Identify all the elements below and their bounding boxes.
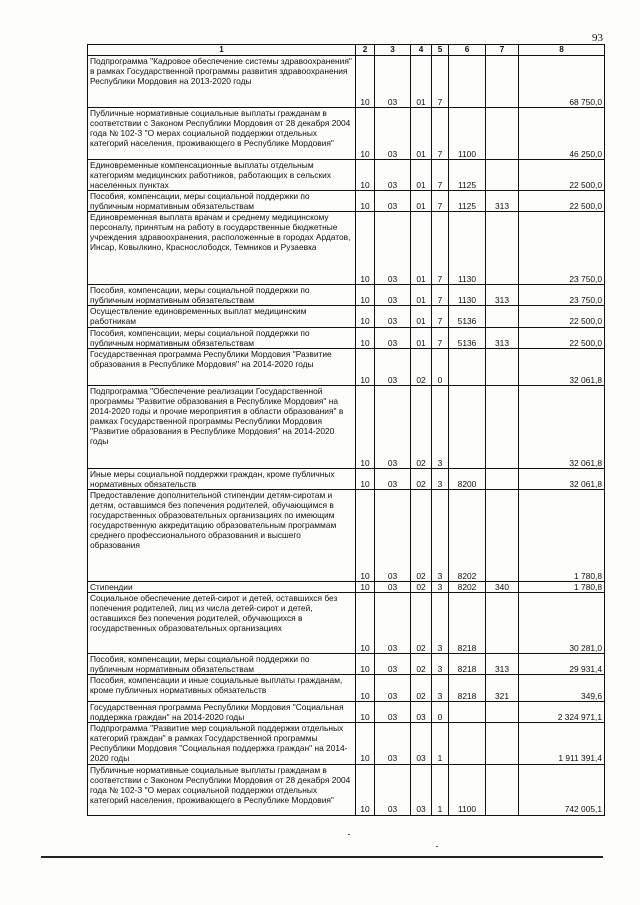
budget-table — [87, 44, 605, 816]
row-code-cell-2: 10 — [356, 159, 375, 190]
row-code-cell-6: 1125 — [449, 191, 486, 212]
row-code-cell-5: 1 — [432, 723, 449, 764]
table-row — [88, 702, 605, 723]
row-code-cell-2: 10 — [356, 764, 375, 815]
row-code-cell-8: 32 061,8 — [519, 385, 605, 468]
row-code-cell-2: 10 — [356, 702, 375, 723]
row-code-cell-2: 10 — [356, 385, 375, 468]
row-code-cell-6: 8218 — [449, 653, 486, 674]
row-code-cell-5: 3 — [432, 581, 449, 592]
table-row — [88, 55, 605, 107]
row-name-cell: Подпрограмма "Развитие мер социальной поддержки отдельных категорий граждан" в рамках Государственной программы Республики Мордовия "Социальная поддержка граждан" на 2014-2020 годы — [88, 723, 356, 764]
row-code-cell-3: 03 — [375, 489, 411, 581]
row-code-cell-5: 7 — [432, 107, 449, 159]
row-code-cell-4: 02 — [411, 468, 432, 489]
row-name-cell: Иные меры социальной поддержки граждан, кроме публичных нормативных обязательств — [88, 468, 356, 489]
row-code-cell-7: 313 — [486, 191, 519, 212]
row-code-cell-2: 10 — [356, 581, 375, 592]
row-name-cell: Государственная программа Республики Мордовия "Развитие образования в Республике Мордовия" на 2014-2020 годы — [88, 348, 356, 385]
header-cell-6: 6 — [449, 45, 486, 56]
table-row — [88, 191, 605, 212]
table-row — [88, 385, 605, 468]
row-code-cell-3: 03 — [375, 675, 411, 702]
table-row — [88, 592, 605, 653]
table-row — [88, 468, 605, 489]
row-name-cell: Публичные нормативные социальные выплаты гражданам в соответствии с Законом Республики Мордовия от 28 декабря 2004 года № 102-З "О мерах социальной поддержки отдельных категорий населения, проживающего в Республике Мордовия" — [88, 107, 356, 159]
row-code-cell-2: 10 — [356, 212, 375, 285]
table-row — [88, 327, 605, 348]
row-code-cell-8: 22 500,0 — [519, 191, 605, 212]
row-code-cell-6: 1130 — [449, 212, 486, 285]
row-code-cell-4: 02 — [411, 675, 432, 702]
row-code-cell-6 — [449, 723, 486, 764]
row-code-cell-4: 02 — [411, 653, 432, 674]
row-name-cell: Предоставление дополнительной стипендии детям-сиротам и детям, оставшимся без попечения родителей, обучающимся в государственных образовательных организациях по имеющим государственную аккредитацию образовательным программам среднего профессионального образования и высшего образования — [88, 489, 356, 581]
row-name-cell: Осуществление единовременных выплат медицинским работникам — [88, 306, 356, 327]
row-code-cell-6: 1125 — [449, 159, 486, 190]
row-code-cell-8: 349,6 — [519, 675, 605, 702]
row-code-cell-8: 1 780,8 — [519, 489, 605, 581]
header-cell-4: 4 — [411, 45, 432, 56]
row-code-cell-2: 10 — [356, 653, 375, 674]
row-code-cell-5: 3 — [432, 385, 449, 468]
row-code-cell-2: 10 — [356, 723, 375, 764]
row-code-cell-3: 03 — [375, 764, 411, 815]
row-code-cell-2: 10 — [356, 468, 375, 489]
row-code-cell-3: 03 — [375, 159, 411, 190]
row-code-cell-4: 02 — [411, 489, 432, 581]
header-cell-7: 7 — [486, 45, 519, 56]
row-code-cell-3: 03 — [375, 592, 411, 653]
row-code-cell-7 — [486, 306, 519, 327]
row-code-cell-7: 313 — [486, 285, 519, 306]
row-code-cell-6: 8202 — [449, 489, 486, 581]
row-code-cell-7 — [486, 385, 519, 468]
row-code-cell-4: 01 — [411, 107, 432, 159]
row-code-cell-6: 8202 — [449, 581, 486, 592]
row-code-cell-6: 5136 — [449, 327, 486, 348]
row-name-cell: Публичные нормативные социальные выплаты гражданам в соответствии с Законом Республики Мордовия от 28 декабря 2004 года № 102-З "О мерах социальной поддержки отдельных категорий населения, проживающего в Республике Мордовия" — [88, 764, 356, 815]
row-code-cell-7 — [486, 159, 519, 190]
header-cell-2: 2 — [356, 45, 375, 56]
row-code-cell-4: 01 — [411, 55, 432, 107]
row-code-cell-8: 22 500,0 — [519, 327, 605, 348]
row-code-cell-7 — [486, 764, 519, 815]
row-code-cell-6: 5136 — [449, 306, 486, 327]
row-code-cell-4: 01 — [411, 159, 432, 190]
row-code-cell-3: 03 — [375, 107, 411, 159]
row-code-cell-5: 3 — [432, 489, 449, 581]
header-row — [88, 45, 605, 56]
row-code-cell-7 — [486, 702, 519, 723]
row-code-cell-3: 03 — [375, 348, 411, 385]
row-code-cell-5: 3 — [432, 468, 449, 489]
row-code-cell-6 — [449, 702, 486, 723]
row-name-cell: Подпрограмма "Обеспечение реализации Государственной программы "Развитие образования в Республике Мордовия" на 2014-2020 годы и прочие мероприятия в области образования" в рамках Государственной программы Республики Мордовия "Развитие образования в Республике Мордовия" на 2014-2020 годы — [88, 385, 356, 468]
row-code-cell-4: 01 — [411, 306, 432, 327]
row-code-cell-7 — [486, 489, 519, 581]
row-code-cell-2: 10 — [356, 191, 375, 212]
row-code-cell-2: 10 — [356, 489, 375, 581]
row-code-cell-6: 1100 — [449, 764, 486, 815]
row-code-cell-2: 10 — [356, 675, 375, 702]
row-code-cell-5: 7 — [432, 159, 449, 190]
table-row — [88, 764, 605, 815]
table-row — [88, 159, 605, 190]
row-code-cell-3: 03 — [375, 581, 411, 592]
row-code-cell-4: 02 — [411, 581, 432, 592]
row-name-cell: Единовременная выплата врачам и среднему медицинскому персоналу, принятым на работу в государственные бюджетные учреждения здравоохранения, расположенные в городах Ардатов, Инсар, Ковылкино, Краснослободск, Темников и Рузаевка — [88, 212, 356, 285]
row-code-cell-3: 03 — [375, 327, 411, 348]
row-code-cell-2: 10 — [356, 285, 375, 306]
scan-speck — [436, 846, 438, 847]
row-code-cell-6: 8200 — [449, 468, 486, 489]
header-cell-5: 5 — [432, 45, 449, 56]
row-code-cell-4: 01 — [411, 212, 432, 285]
row-code-cell-5: 7 — [432, 285, 449, 306]
table-row — [88, 581, 605, 592]
row-code-cell-8: 23 750,0 — [519, 212, 605, 285]
bottom-rule — [41, 856, 603, 858]
row-code-cell-7 — [486, 592, 519, 653]
row-code-cell-5: 3 — [432, 592, 449, 653]
row-code-cell-6 — [449, 348, 486, 385]
row-code-cell-6: 1100 — [449, 107, 486, 159]
row-code-cell-8: 1 780,8 — [519, 581, 605, 592]
row-code-cell-3: 03 — [375, 653, 411, 674]
page-number: 93 — [592, 32, 603, 44]
row-code-cell-4: 03 — [411, 723, 432, 764]
row-name-cell: Единовременные компенсационные выплаты отдельным категориям медицинских работников, работающих в сельских населенных пунктах — [88, 159, 356, 190]
row-code-cell-7 — [486, 55, 519, 107]
row-code-cell-8: 68 750,0 — [519, 55, 605, 107]
row-name-cell: Пособия, компенсации и иные социальные выплаты гражданам, кроме публичных нормативных обязательств — [88, 675, 356, 702]
row-code-cell-2: 10 — [356, 306, 375, 327]
table-row — [88, 723, 605, 764]
table-row — [88, 107, 605, 159]
row-code-cell-5: 0 — [432, 348, 449, 385]
table-row — [88, 489, 605, 581]
header-cell-3: 3 — [375, 45, 411, 56]
table-row — [88, 653, 605, 674]
row-code-cell-4: 01 — [411, 191, 432, 212]
row-code-cell-8: 2 324 971,1 — [519, 702, 605, 723]
row-code-cell-2: 10 — [356, 107, 375, 159]
table-row — [88, 306, 605, 327]
row-code-cell-2: 10 — [356, 348, 375, 385]
row-code-cell-7 — [486, 212, 519, 285]
header-cell-8: 8 — [519, 45, 605, 56]
row-code-cell-7 — [486, 723, 519, 764]
row-code-cell-3: 03 — [375, 468, 411, 489]
row-code-cell-2: 10 — [356, 592, 375, 653]
row-code-cell-5: 7 — [432, 306, 449, 327]
row-code-cell-8: 46 250,0 — [519, 107, 605, 159]
row-name-cell: Подпрограмма "Кадровое обеспечение системы здравоохранения" в рамках Государственной программы развития здравоохранения Республики Мордовия на 2013-2020 годы — [88, 55, 356, 107]
row-code-cell-8: 32 061,8 — [519, 468, 605, 489]
row-code-cell-3: 03 — [375, 306, 411, 327]
row-code-cell-4: 02 — [411, 348, 432, 385]
row-code-cell-7: 321 — [486, 675, 519, 702]
row-code-cell-8: 29 931,4 — [519, 653, 605, 674]
row-code-cell-6: 8218 — [449, 675, 486, 702]
row-code-cell-6: 8218 — [449, 592, 486, 653]
row-code-cell-3: 03 — [375, 191, 411, 212]
row-code-cell-3: 03 — [375, 702, 411, 723]
row-code-cell-5: 3 — [432, 675, 449, 702]
row-code-cell-8: 22 500,0 — [519, 159, 605, 190]
row-code-cell-6 — [449, 55, 486, 107]
row-code-cell-5: 3 — [432, 653, 449, 674]
row-code-cell-7: 313 — [486, 327, 519, 348]
row-name-cell: Пособия, компенсации, меры социальной поддержки по публичным нормативным обязательствам — [88, 285, 356, 306]
row-code-cell-2: 10 — [356, 327, 375, 348]
header-cell-1: 1 — [88, 45, 356, 56]
row-code-cell-5: 7 — [432, 55, 449, 107]
row-code-cell-5: 0 — [432, 702, 449, 723]
row-name-cell: Пособия, компенсации, меры социальной поддержки по публичным нормативным обязательствам — [88, 653, 356, 674]
row-code-cell-7: 313 — [486, 653, 519, 674]
row-code-cell-7 — [486, 348, 519, 385]
row-code-cell-4: 03 — [411, 702, 432, 723]
row-name-cell: Социальное обеспечение детей-сирот и детей, оставшихся без попечения родителей, лиц из числа детей-сирот и детей, оставшихся без попечения родителей, обучающихся в государственных образовательных организациях — [88, 592, 356, 653]
table-row — [88, 675, 605, 702]
row-code-cell-5: 7 — [432, 327, 449, 348]
table-row — [88, 348, 605, 385]
scan-speck — [348, 834, 350, 835]
row-code-cell-5: 7 — [432, 191, 449, 212]
row-code-cell-8: 30 281,0 — [519, 592, 605, 653]
row-code-cell-8: 1 911 391,4 — [519, 723, 605, 764]
row-code-cell-3: 03 — [375, 285, 411, 306]
row-name-cell: Стипендии — [88, 581, 356, 592]
row-code-cell-5: 7 — [432, 212, 449, 285]
row-code-cell-7 — [486, 468, 519, 489]
row-code-cell-4: 01 — [411, 327, 432, 348]
row-code-cell-6: 1130 — [449, 285, 486, 306]
row-code-cell-4: 02 — [411, 592, 432, 653]
row-code-cell-8: 23 750,0 — [519, 285, 605, 306]
row-code-cell-4: 01 — [411, 285, 432, 306]
row-code-cell-7: 340 — [486, 581, 519, 592]
row-code-cell-8: 22 500,0 — [519, 306, 605, 327]
row-code-cell-8: 32 061,8 — [519, 348, 605, 385]
row-code-cell-2: 10 — [356, 55, 375, 107]
row-code-cell-5: 1 — [432, 764, 449, 815]
row-code-cell-3: 03 — [375, 385, 411, 468]
row-code-cell-4: 02 — [411, 385, 432, 468]
row-name-cell: Пособия, компенсации, меры социальной поддержки по публичным нормативным обязательствам — [88, 191, 356, 212]
row-code-cell-6 — [449, 385, 486, 468]
table-row — [88, 212, 605, 285]
row-name-cell: Государственная программа Республики Мордовия "Социальная поддержка граждан" на 2014-2020 годы — [88, 702, 356, 723]
row-code-cell-3: 03 — [375, 723, 411, 764]
row-name-cell: Пособия, компенсации, меры социальной поддержки по публичным нормативным обязательствам — [88, 327, 356, 348]
row-code-cell-8: 742 005,1 — [519, 764, 605, 815]
row-code-cell-3: 03 — [375, 55, 411, 107]
table-row — [88, 285, 605, 306]
row-code-cell-7 — [486, 107, 519, 159]
row-code-cell-3: 03 — [375, 212, 411, 285]
row-code-cell-4: 03 — [411, 764, 432, 815]
